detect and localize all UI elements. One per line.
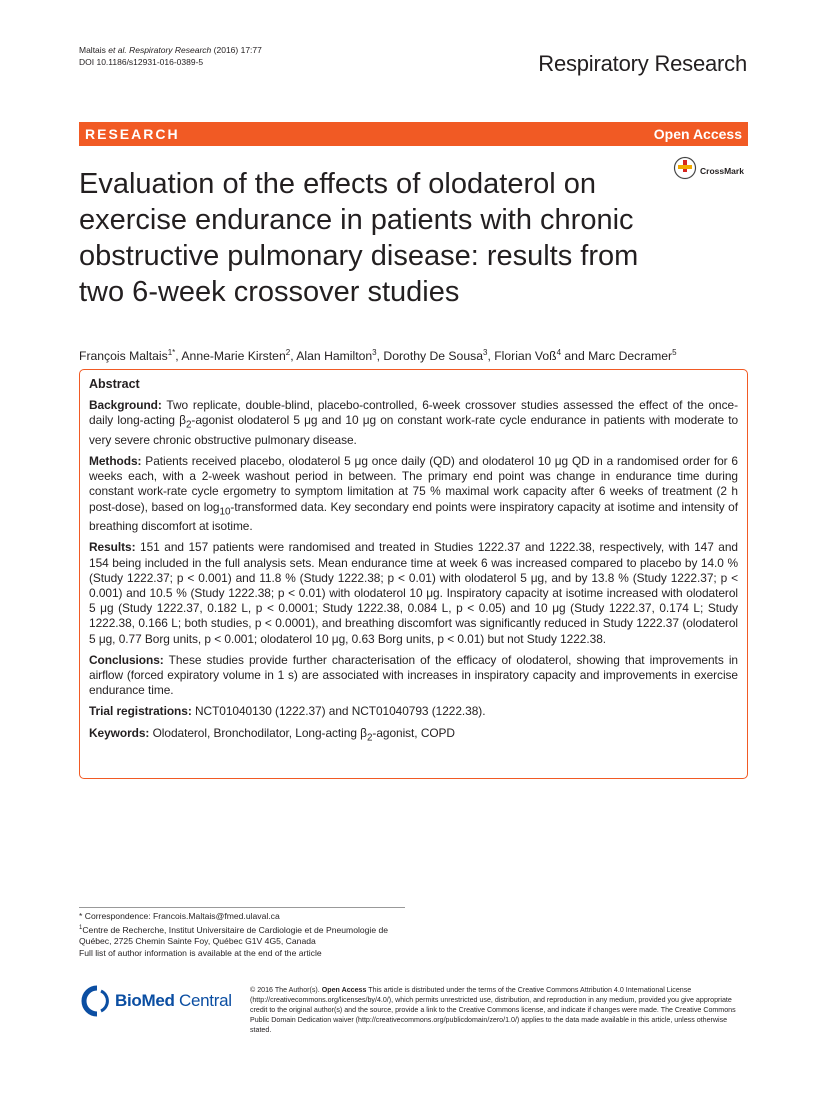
author: Alan Hamilton$^3$,	[296, 348, 384, 364]
author: Anne-Marie Kirsten$^2$,	[181, 348, 297, 364]
citation-year: (2016) 17:77	[211, 45, 262, 55]
author: François Maltais$^{1*}$,	[79, 348, 182, 364]
abstract-results: Results: 151 and 157 patients were randomised and treated in Studies 1222.37 and 1222.38, respectively, with 147 and 154 being included in the full analysis sets. Mean endurance time at week 6 was increased compared to placebo by 14.0 % (Study 1222.37; p < 0.001) and 11.8 % (Study 1222.38; p < 0.01) with olodaterol 5 μg, and by 13.8 % (Study 1222.37; p < 0.001) and 10.5 % (Study 1222.38; p < 0.01) with olodaterol 10 μg. Inspiratory capacity at isotime increased with olodaterol 5 μg (Study 1222.37, 0.182 L, p < 0.0001; Study 1222.38, 0.084 L, p < 0.05) and 10 μg (Study 1222.37, 0.174 L; Study 1222.38, 0.166 L; both studies, p < 0.0001), and breathing discomfort was significantly reduced in Study 1222.37 (olodaterol 5 μg, 0.77 Borg units, p < 0.001; olodaterol 10 μg, 0.63 Borg units, p < 0.01) but not Study 1222.38.	[89, 540, 738, 646]
section-banner	[79, 122, 748, 146]
author-list	[79, 348, 677, 363]
crossmark-label: CrossMark	[700, 166, 744, 176]
abstract-conclusions: Conclusions: These studies provide further characterisation of the efficacy of olodaterol, showing that improvements in airflow (forced expiratory volume in 1 s) are associated with increases in inspiratory capacity and improvements in exercise endurance time.	[89, 652, 738, 698]
citation-journal: et al. Respiratory Research	[108, 45, 212, 55]
abstract-keywords: Keywords: Olodaterol, Bronchodilator, Long-acting $\beta_2$-agonist, COPD	[89, 725, 455, 743]
abstract-heading: Abstract	[89, 377, 140, 391]
author: Dorothy De Sousa$^3$,	[383, 348, 495, 364]
publisher-logo	[79, 985, 232, 1017]
abstract-trial-registrations: Trial registrations: NCT01040130 (1222.37) and NCT01040793 (1222.38).	[89, 704, 486, 719]
publisher-name: BioMed Central	[115, 991, 232, 1010]
author-info-note: Full list of author information is available at the end of the article	[79, 948, 322, 959]
open-access-label: Open Access	[653, 126, 742, 142]
section-label: RESEARCH	[85, 126, 180, 142]
journal-name: Respiratory Research	[538, 51, 747, 76]
crossmark-icon	[673, 156, 697, 186]
author: Marc Decramer$^5$	[588, 348, 677, 364]
correspondence[interactable]: * Correspondence: Francois.Maltais@fmed.ulaval.ca	[79, 911, 280, 921]
license-text: © 2016 The Author(s). Open Access This article is distributed under the terms of the Creative Commons Attribution 4.0 International License (http://creativecommons.org/licenses/by/4.0/), which permits unrestricted use, distribution, and reproduction in any medium, provided you give appropriate credit to the original author(s) and the source, provide a link to the Creative Commons license, and indicate if changes were made. The Creative Commons Public Domain Dedication waiver (http://creativecommons.org/publicdomain/zero/1.0/) applies to the data made available in this article, unless otherwise stated.	[250, 986, 736, 1034]
abstract-background: Background: Two replicate, double-blind, placebo-controlled, 6-week crossover studies assessed the effect of the once-daily long-acting $\beta_2$-agonist olodaterol 5 μg and 10 μg on constant work-rate cycle endurance in patients with moderate to very severe chronic obstructive pulmonary disease.	[89, 398, 739, 447]
abstract-box	[79, 369, 748, 779]
crossmark-badge[interactable]	[673, 156, 744, 186]
footnotes	[79, 911, 399, 960]
doi: DOI 10.1186/s12931-016-0389-5	[79, 57, 204, 67]
citation-authors: Maltais	[79, 45, 109, 55]
abstract-methods: Methods: Patients received placebo, olodaterol 5 μg once daily (QD) and olodaterol 10 μg QD in a randomised order for 6 weeks each, with a 2-week washout period in between. The primary end point was change in endurance time during constant work-rate cycle ergometry to symptom limitation at 75 % maximal work capacity after 6 weeks of treatment (2 h post-dose), based on $\log_{10}$-transformed data. Key secondary end points were inspiratory capacity at isotime and intensity of breathing discomfort at isotime.	[89, 453, 739, 534]
author: Florian Voß$^4$ and	[494, 348, 589, 364]
citation-block	[79, 44, 262, 68]
affiliation: $^1$Centre de Recherche, Institut Universitaire de Cardiologie et de Pneumologie de Québec, 2725 Chemin Sainte Foy, Québec G1V 4G5, Canada	[79, 924, 389, 947]
citation-line	[79, 44, 262, 56]
footnote-divider	[79, 907, 405, 908]
biomed-central-icon	[79, 985, 111, 1017]
article-title: Evaluation of the effects of olodaterol on exercise endurance in patients with chronic obstructive pulmonary disease: results from two 6-week crossover studies	[79, 168, 639, 308]
